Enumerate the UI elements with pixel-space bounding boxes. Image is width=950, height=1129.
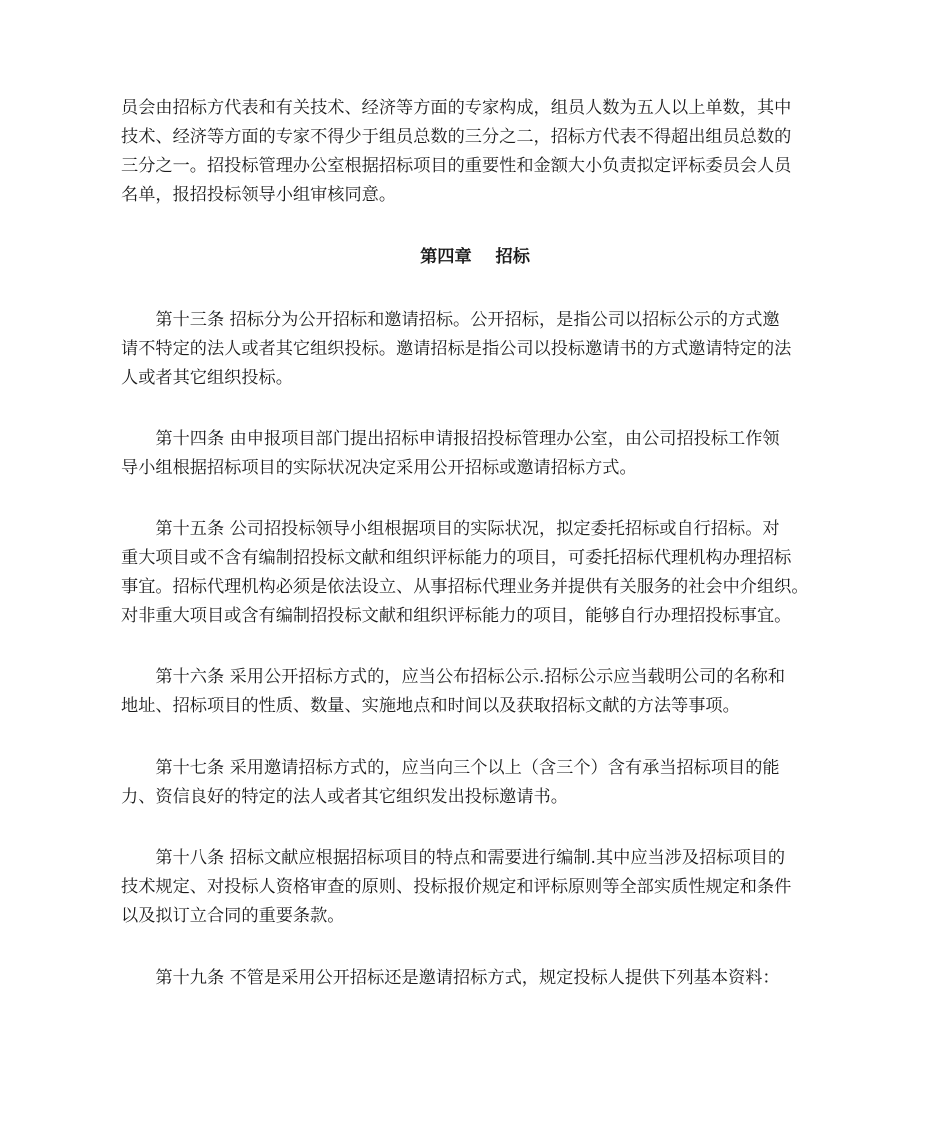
article-15-line: 事宜。招标代理机构必须是依法设立、从事招标代理业务并提供有关服务的社会中介组织。 [121,577,809,597]
article-14-line: 第十四条 由申报项目部门提出招标申请报招投标管理办公室，由公司招投标工作领 [121,429,780,449]
article-13-line: 第十三条 招标分为公开招标和邀请招标。公开招标，是指公司以招标公示的方式邀 [121,310,780,330]
intro-line: 名单，报招投标领导小组审核同意。 [121,185,397,205]
article-14-line: 导小组根据招标项目的实际状况决定采用公开招标或邀请招标方式。 [121,458,637,478]
article-18-line: 以及拟订立合同的重要条款。 [121,906,345,926]
article-16-line: 第十六条 采用公开招标方式的，应当公布招标公示.招标公示应当载明公司的名称和 [121,667,786,687]
article-15-line: 对非重大项目或含有编制招投标文献和组织评标能力的项目，能够自行办理招投标事宜。 [121,606,792,626]
article-18-line: 技术规定、对投标人资格审查的原则、投标报价规定和评标原则等全部实质性规定和条件 [121,877,792,897]
intro-line: 三分之一。招投标管理办公室根据招标项目的重要性和金额大小负责拟定评标委员会人员 [121,156,792,176]
article-19-line: 第十九条 不管是采用公开招标还是邀请招标方式，规定投标人提供下列基本资料： [121,968,780,988]
intro-line: 员会由招标方代表和有关技术、经济等方面的专家构成，组员人数为五人以上单数，其中 [121,98,792,118]
article-13-line: 人或者其它组织投标。 [121,368,293,388]
chapter-heading: 第四章 招标 [420,247,530,267]
article-15-line: 重大项目或不含有编制招投标文献和组织评标能力的项目，可委托招标代理机构办理招标 [121,548,792,568]
article-15-line: 第十五条 公司招投标领导小组根据项目的实际状况，拟定委托招标或自行招标。对 [121,519,780,539]
article-18-line: 第十八条 招标文献应根据招标项目的特点和需要进行编制.其中应当涉及招标项目的 [121,848,786,868]
intro-line: 技术、经济等方面的专家不得少于组员总数的三分之二，招标方代表不得超出组员总数的 [121,127,792,147]
article-17-line: 第十七条 采用邀请招标方式的，应当向三个以上（含三个）含有承当招标项目的能 [121,758,780,778]
article-16-line: 地址、招标项目的性质、数量、实施地点和时间以及获取招标文献的方法等事项。 [121,696,740,716]
article-13-line: 请不特定的法人或者其它组织投标。邀请招标是指公司以投标邀请书的方式邀请特定的法 [121,339,792,359]
article-17-line: 力、资信良好的特定的法人或者其它组织发出投标邀请书。 [121,787,568,807]
